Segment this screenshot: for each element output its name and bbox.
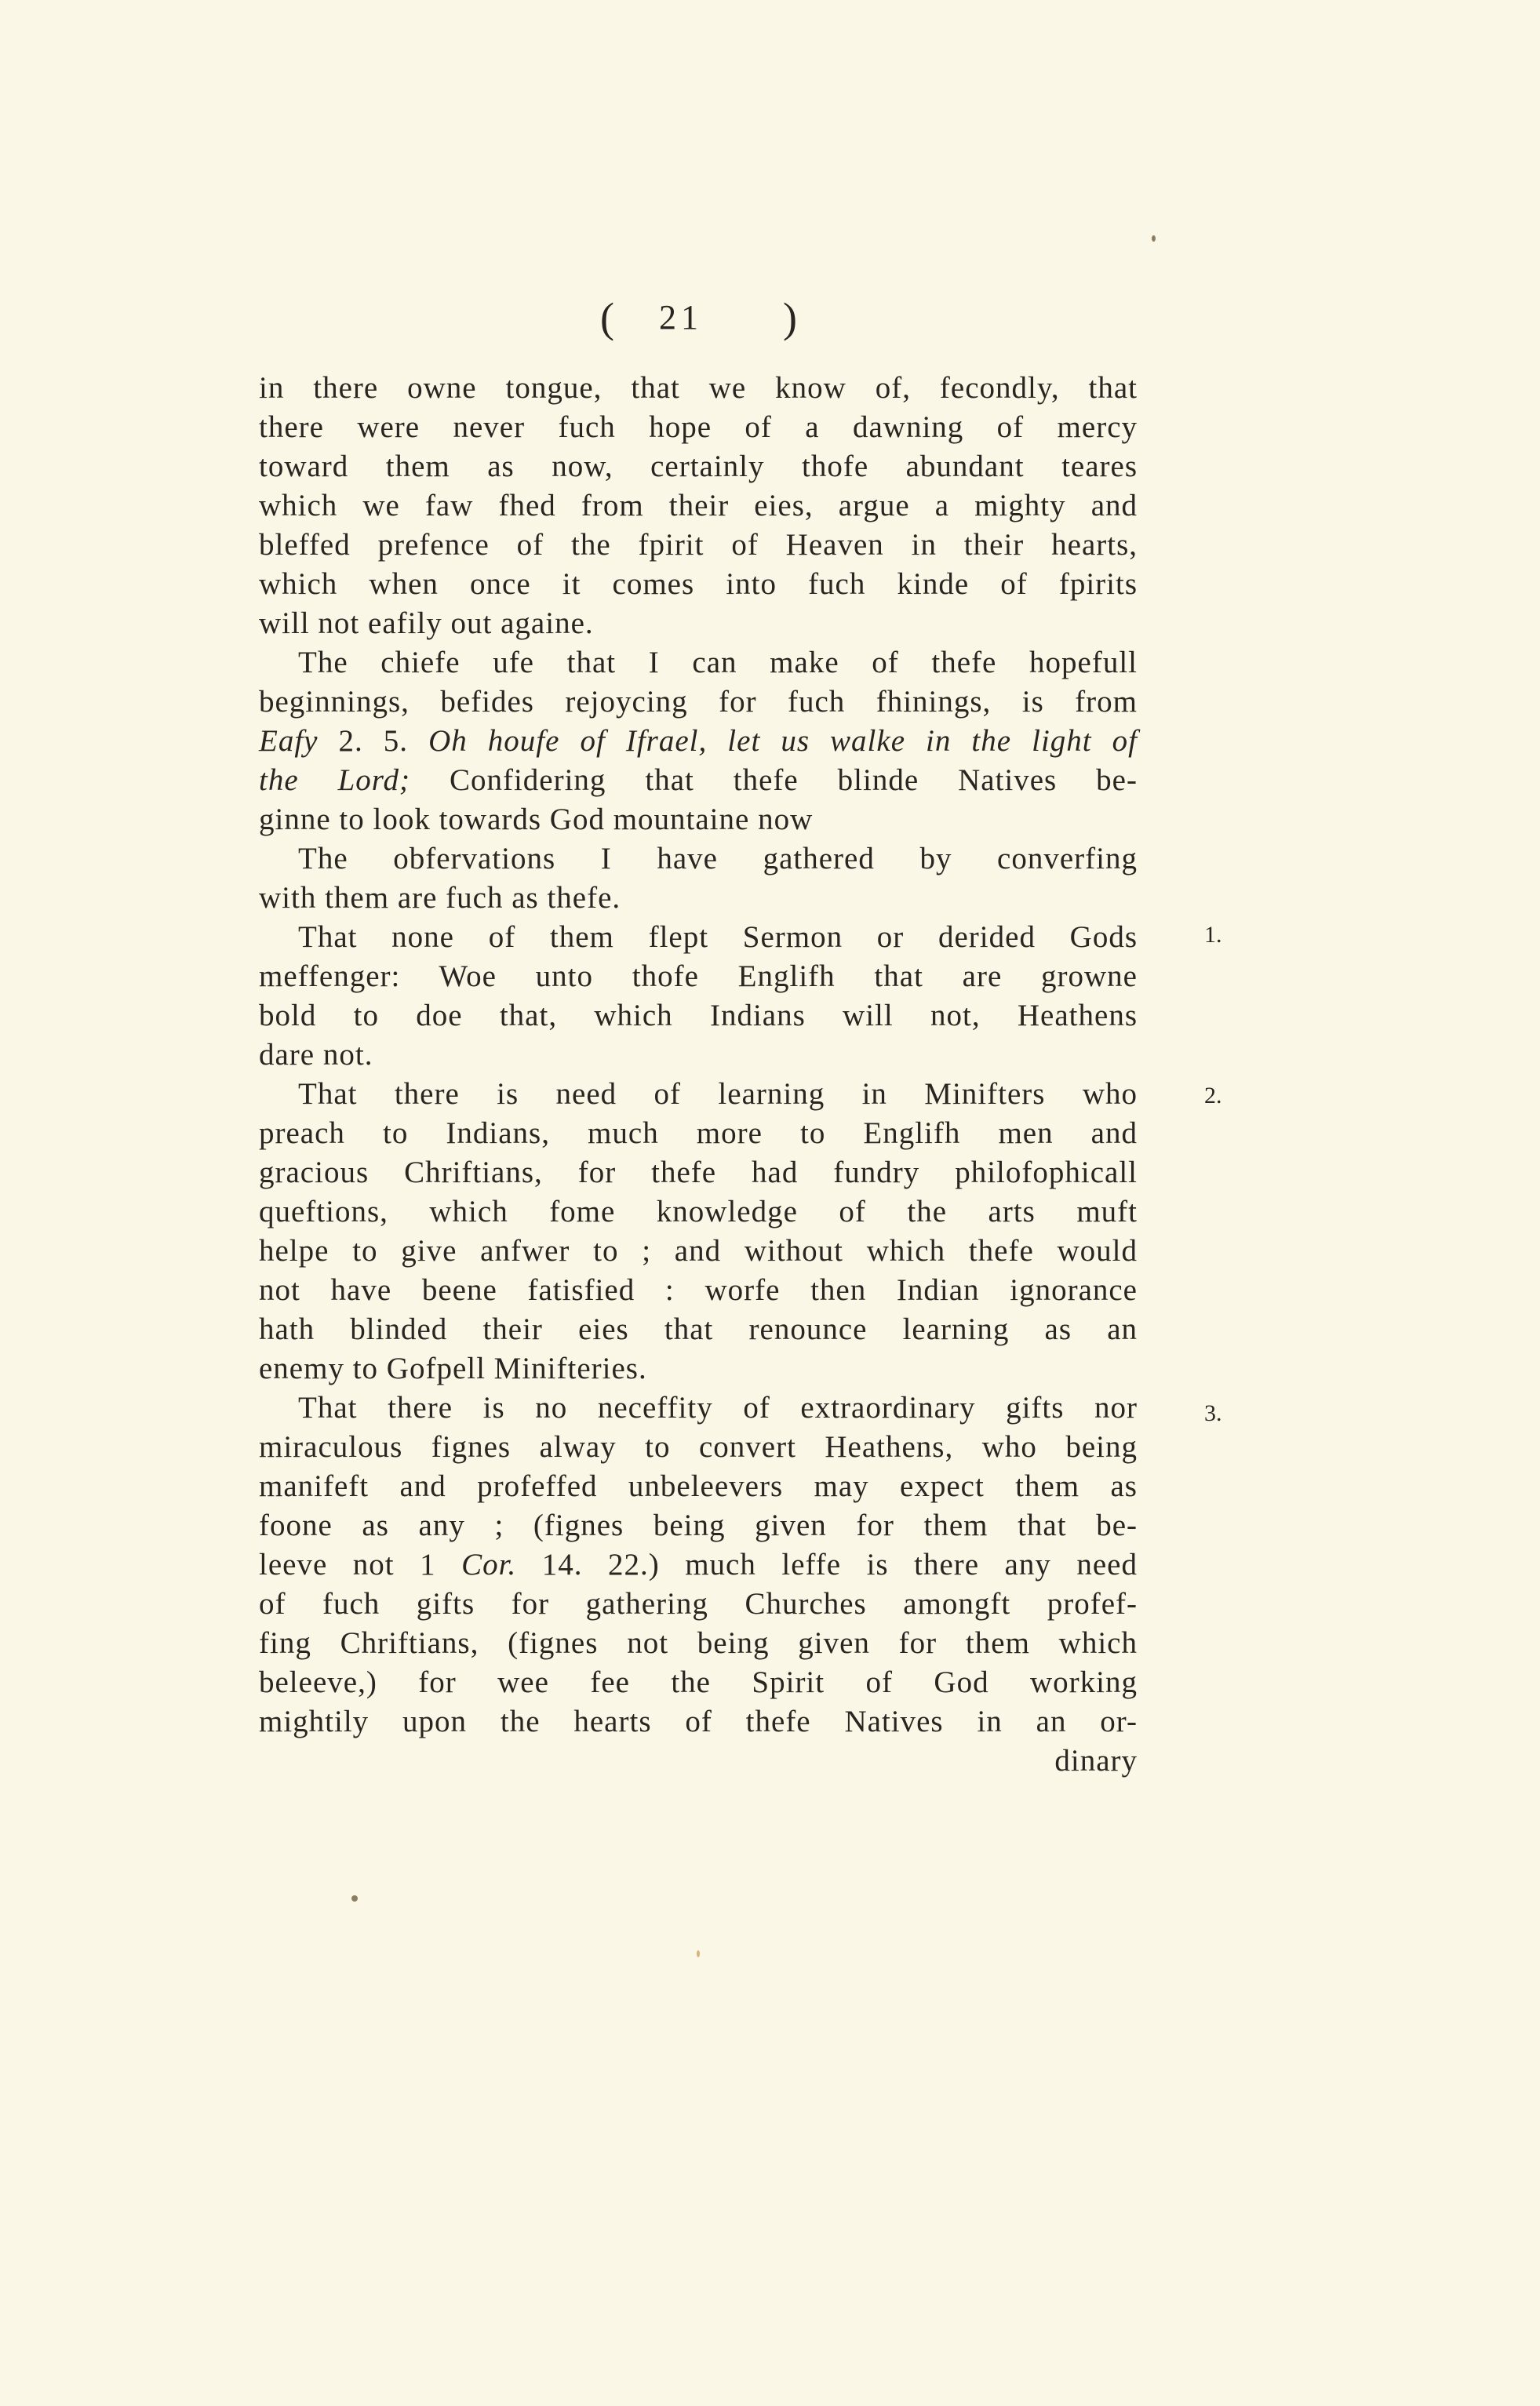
text-segment: Confidering that thefe blinde Natives be- [410,763,1138,797]
catchword: dinary [1054,1744,1138,1778]
text-line: hath blinded their eies that renounce learning as an [259,1312,1138,1346]
text-segment: 2. 5. [318,724,429,758]
text-line: That none of them flept Sermon or derided Gods [298,920,1138,954]
text-line: in there owne tongue, that we know of, fecondly, that [259,371,1138,405]
text-line: dare not. [259,1038,373,1072]
text-line: bleffed prefence of the fpirit of Heaven in their hearts, [259,528,1138,562]
text-line: queftions, which fome knowledge of the arts muft [259,1195,1138,1228]
text-line: which we faw fhed from their eies, argue a mighty and [259,489,1138,522]
text-line: preach to Indians, much more to Englifh men and [259,1116,1138,1150]
text-line: which when once it comes into fuch kinde of fpirits [259,567,1138,601]
text-line: manifeft and profeffed unbeleevers may expect them as [259,1469,1138,1503]
text-line: fing Chriftians, (fignes not being given for them which [259,1626,1138,1660]
text-line: ginne to look towards God mountaine now [259,803,814,836]
text-line: That there is no neceffity of extraordinary gifts nor [298,1391,1138,1425]
margin-number-2: 2. [1204,1083,1222,1108]
ink-speck [697,1950,700,1957]
text-line [259,1545,1138,1585]
body-text [259,369,1138,1781]
text-line: will not eafily out againe. [259,606,594,640]
italic-quotation: Oh houfe of Ifrael, let us walke in the light of [428,724,1138,758]
text-line: foone as any ; (fignes being given for them that be- [259,1509,1138,1542]
ink-speck [1152,235,1156,242]
margin-number-3: 3. [1204,1400,1222,1426]
text-line: bold to doe that, which Indians will not, Heathens [259,999,1138,1032]
text-line: The obfervations I have gathered by converfing [298,842,1138,875]
text-line: gracious Chriftians, for thefe had fundry philofophicall [259,1156,1138,1189]
text-line: there were never fuch hope of a dawning of mercy [259,410,1138,444]
folio-number: 21 [659,298,703,337]
text-line [259,722,1138,761]
text-line: The chiefe ufe that I can make of thefe hopefull [298,646,1138,679]
text-segment: leeve not 1 [259,1548,462,1582]
margin-number-1: 1. [1204,922,1222,948]
folio-open-paren: ( [600,294,614,341]
text-line: helpe to give anfwer to ; and without which thefe would [259,1234,1138,1268]
folio-close-paren: ) [783,294,797,341]
text-line: toward them as now, certainly thofe abundant teares [259,450,1138,483]
ink-speck [351,1895,358,1902]
text-line: miraculous fignes alway to convert Heathens, who being [259,1430,1138,1464]
italic-reference: Cor. [461,1548,517,1582]
text-line: with them are fuch as thefe. [259,881,621,915]
italic-reference: Eafy [259,724,319,758]
text-segment: 14. 22.) much leffe is there any need [516,1548,1138,1582]
text-line: beleeve,) for wee fee the Spirit of God working [259,1665,1138,1699]
italic-quotation: the Lord; [259,763,410,797]
text-line: That there is need of learning in Minifters who [298,1077,1138,1111]
text-line: meffenger: Woe unto thofe Englifh that are growne [259,959,1138,993]
text-line: enemy to Gofpell Minifteries. [259,1352,647,1385]
text-line: of fuch gifts for gathering Churches amongft profef- [259,1587,1138,1621]
text-line [259,761,1138,800]
page-number [0,290,1540,345]
text-line: beginnings, befides rejoycing for fuch fhinings, is from [259,685,1138,719]
text-line: mightily upon the hearts of thefe Natives in an or- [259,1705,1138,1738]
text-line: not have beene fatisfied : worfe then Indian ignorance [259,1273,1138,1307]
